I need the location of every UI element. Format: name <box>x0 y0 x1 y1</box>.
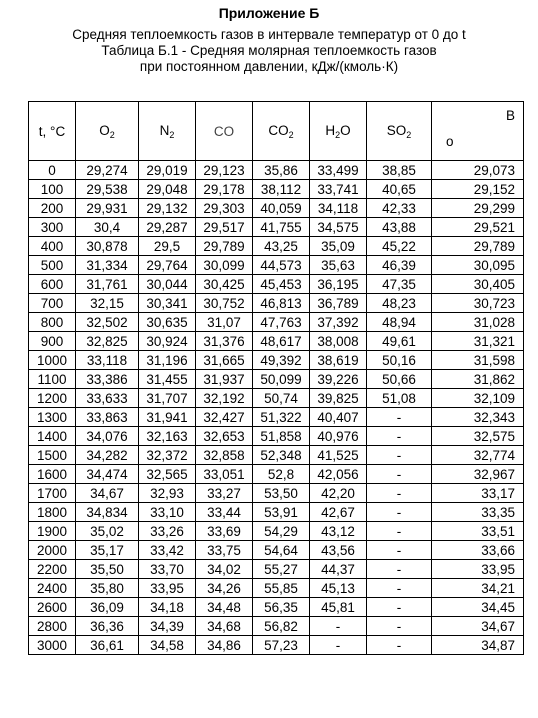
co-cell: 34,86 <box>196 636 253 655</box>
h2o-cell: 42,056 <box>310 465 367 484</box>
co-cell: 33,44 <box>196 503 253 522</box>
temperature-cell: 1100 <box>29 370 76 389</box>
so2-cell: - <box>367 560 432 579</box>
n2-cell: 32,163 <box>139 427 196 446</box>
co2-cell: 45,453 <box>253 275 310 294</box>
h2o-cell: 36,195 <box>310 275 367 294</box>
co2-cell: 54,29 <box>253 522 310 541</box>
so2-cell: 50,66 <box>367 370 432 389</box>
o2-cell: 32,15 <box>76 294 139 313</box>
table-row <box>29 408 524 427</box>
table-header <box>29 102 524 161</box>
table-row <box>29 598 524 617</box>
co2-cell: 43,25 <box>253 237 310 256</box>
o2-cell: 29,538 <box>76 180 139 199</box>
co-cell: 29,123 <box>196 161 253 180</box>
co2-cell: 35,86 <box>253 161 310 180</box>
so2-cell: 43,88 <box>367 218 432 237</box>
temperature-cell: 1300 <box>29 408 76 427</box>
co2-cell: 38,112 <box>253 180 310 199</box>
co-cell: 31,376 <box>196 332 253 351</box>
o2-cell: 35,50 <box>76 560 139 579</box>
table-row <box>29 313 524 332</box>
o2-cell: 33,633 <box>76 389 139 408</box>
header-row <box>29 102 524 161</box>
table-row <box>29 351 524 370</box>
air-cell: 32,575 <box>432 427 524 446</box>
so2-cell: - <box>367 579 432 598</box>
column-header-co2: $CO_2$ <box>253 102 310 161</box>
air-cell: 30,405 <box>432 275 524 294</box>
column-header-co: CO <box>196 102 253 161</box>
table-row <box>29 541 524 560</box>
h2o-cell: 36,789 <box>310 294 367 313</box>
co-cell: 30,752 <box>196 294 253 313</box>
h2o-cell: 34,118 <box>310 199 367 218</box>
table-row <box>29 560 524 579</box>
so2-cell: 45,22 <box>367 237 432 256</box>
co-cell: 33,69 <box>196 522 253 541</box>
so2-cell: - <box>367 522 432 541</box>
n2-cell: 32,565 <box>139 465 196 484</box>
h2o-cell: 33,741 <box>310 180 367 199</box>
n2-cell: 29,287 <box>139 218 196 237</box>
co2-cell: 40,059 <box>253 199 310 218</box>
n2-cell: 30,044 <box>139 275 196 294</box>
air-cell: 31,598 <box>432 351 524 370</box>
h2o-cell: 33,499 <box>310 161 367 180</box>
table-row <box>29 161 524 180</box>
table-row <box>29 465 524 484</box>
h2o-cell: 38,619 <box>310 351 367 370</box>
co2-cell: 52,348 <box>253 446 310 465</box>
co-cell: 32,653 <box>196 427 253 446</box>
air-cell: 32,774 <box>432 446 524 465</box>
air-cell: 33,66 <box>432 541 524 560</box>
n2-cell: 29,019 <box>139 161 196 180</box>
n2-cell: 33,70 <box>139 560 196 579</box>
h2o-cell: 41,525 <box>310 446 367 465</box>
o2-cell: 35,02 <box>76 522 139 541</box>
co2-cell: 44,573 <box>253 256 310 275</box>
co-cell: 32,192 <box>196 389 253 408</box>
so2-cell: 51,08 <box>367 389 432 408</box>
n2-cell: 30,635 <box>139 313 196 332</box>
n2-cell: 34,39 <box>139 617 196 636</box>
air-cell: 34,87 <box>432 636 524 655</box>
column-header-o2: $O_2$ <box>76 102 139 161</box>
co-cell: 30,099 <box>196 256 253 275</box>
air-cell: 32,967 <box>432 465 524 484</box>
co2-cell: 54,64 <box>253 541 310 560</box>
co2-cell: 46,813 <box>253 294 310 313</box>
so2-cell: 40,65 <box>367 180 432 199</box>
heat-capacity-table <box>28 101 524 655</box>
table-unit: при постоянном давлении, кДж/(кмоль·К) <box>139 59 399 74</box>
o2-cell: 36,09 <box>76 598 139 617</box>
so2-cell: - <box>367 598 432 617</box>
temperature-cell: 2200 <box>29 560 76 579</box>
temperature-cell: 2000 <box>29 541 76 560</box>
h2o-cell: 42,20 <box>310 484 367 503</box>
column-header-air: В о <box>432 102 524 161</box>
co-cell: 29,303 <box>196 199 253 218</box>
table-row <box>29 237 524 256</box>
co2-cell: 56,35 <box>253 598 310 617</box>
temperature-cell: 200 <box>29 199 76 218</box>
co-cell: 32,858 <box>196 446 253 465</box>
co-cell: 31,665 <box>196 351 253 370</box>
so2-cell: - <box>367 617 432 636</box>
co-cell: 29,789 <box>196 237 253 256</box>
co2-cell: 52,8 <box>253 465 310 484</box>
n2-cell: 34,58 <box>139 636 196 655</box>
table-row <box>29 389 524 408</box>
co2-cell: 50,099 <box>253 370 310 389</box>
h2o-cell: 40,407 <box>310 408 367 427</box>
h2o-cell: 45,13 <box>310 579 367 598</box>
temperature-cell: 1500 <box>29 446 76 465</box>
o2-cell: 33,863 <box>76 408 139 427</box>
co-cell: 31,07 <box>196 313 253 332</box>
air-cell: 34,45 <box>432 598 524 617</box>
air-cell: 33,95 <box>432 560 524 579</box>
o2-cell: 34,67 <box>76 484 139 503</box>
o2-cell: 32,502 <box>76 313 139 332</box>
air-cell: 31,321 <box>432 332 524 351</box>
so2-cell: - <box>367 465 432 484</box>
o2-cell: 31,334 <box>76 256 139 275</box>
o2-cell: 31,761 <box>76 275 139 294</box>
table-row <box>29 180 524 199</box>
table-row <box>29 446 524 465</box>
n2-cell: 31,707 <box>139 389 196 408</box>
n2-cell: 31,196 <box>139 351 196 370</box>
column-header-n2: $N_2$ <box>139 102 196 161</box>
h2o-cell: 45,81 <box>310 598 367 617</box>
so2-cell: - <box>367 636 432 655</box>
h2o-cell: 43,56 <box>310 541 367 560</box>
table-row <box>29 275 524 294</box>
n2-cell: 33,26 <box>139 522 196 541</box>
table-caption: Таблица Б.1 - Средняя молярная теплоемкость газов <box>101 43 437 58</box>
temperature-cell: 1000 <box>29 351 76 370</box>
h2o-cell: 40,976 <box>310 427 367 446</box>
air-cell: 31,862 <box>432 370 524 389</box>
co2-cell: 53,50 <box>253 484 310 503</box>
co-cell: 33,27 <box>196 484 253 503</box>
document-subtitle: Средняя теплоемкость газов в интервале температур от 0 до t <box>72 27 466 42</box>
o2-cell: 30,878 <box>76 237 139 256</box>
co2-cell: 51,322 <box>253 408 310 427</box>
h2o-cell: 39,226 <box>310 370 367 389</box>
co2-cell: 53,91 <box>253 503 310 522</box>
temperature-cell: 700 <box>29 294 76 313</box>
co2-cell: 55,27 <box>253 560 310 579</box>
temperature-cell: 1900 <box>29 522 76 541</box>
temperature-cell: 2600 <box>29 598 76 617</box>
table-row <box>29 427 524 446</box>
air-cell: 29,073 <box>432 161 524 180</box>
o2-cell: 34,474 <box>76 465 139 484</box>
h2o-cell: 39,825 <box>310 389 367 408</box>
temperature-cell: 900 <box>29 332 76 351</box>
h2o-cell: 38,008 <box>310 332 367 351</box>
column-header-h2o: $H_2O$ <box>310 102 367 161</box>
co2-cell: 57,23 <box>253 636 310 655</box>
so2-cell: - <box>367 484 432 503</box>
so2-cell: - <box>367 446 432 465</box>
o2-cell: 35,17 <box>76 541 139 560</box>
temperature-cell: 2400 <box>29 579 76 598</box>
o2-cell: 36,36 <box>76 617 139 636</box>
h2o-cell: 35,09 <box>310 237 367 256</box>
table-row <box>29 332 524 351</box>
table-row <box>29 218 524 237</box>
n2-cell: 30,924 <box>139 332 196 351</box>
co-cell: 34,68 <box>196 617 253 636</box>
air-cell: 29,521 <box>432 218 524 237</box>
so2-cell: - <box>367 408 432 427</box>
air-cell: 29,789 <box>432 237 524 256</box>
n2-cell: 31,455 <box>139 370 196 389</box>
so2-cell: 42,33 <box>367 199 432 218</box>
n2-cell: 32,372 <box>139 446 196 465</box>
co-cell: 32,427 <box>196 408 253 427</box>
so2-cell: 50,16 <box>367 351 432 370</box>
o2-cell: 29,931 <box>76 199 139 218</box>
air-cell: 31,028 <box>432 313 524 332</box>
table-row <box>29 484 524 503</box>
table-row <box>29 503 524 522</box>
h2o-cell: 34,575 <box>310 218 367 237</box>
temperature-cell: 1200 <box>29 389 76 408</box>
table-row <box>29 256 524 275</box>
n2-cell: 29,048 <box>139 180 196 199</box>
n2-cell: 33,10 <box>139 503 196 522</box>
air-cell: 29,299 <box>432 199 524 218</box>
n2-cell: 34,18 <box>139 598 196 617</box>
so2-cell: 46,39 <box>367 256 432 275</box>
h2o-cell: - <box>310 617 367 636</box>
co-cell: 33,75 <box>196 541 253 560</box>
temperature-cell: 0 <box>29 161 76 180</box>
o2-cell: 35,80 <box>76 579 139 598</box>
so2-cell: 48,23 <box>367 294 432 313</box>
n2-cell: 29,5 <box>139 237 196 256</box>
air-cell: 30,095 <box>432 256 524 275</box>
table-body <box>29 161 524 655</box>
o2-cell: 36,61 <box>76 636 139 655</box>
co2-cell: 55,85 <box>253 579 310 598</box>
so2-cell: 49,61 <box>367 332 432 351</box>
n2-cell: 32,93 <box>139 484 196 503</box>
co-cell: 29,178 <box>196 180 253 199</box>
temperature-cell: 400 <box>29 237 76 256</box>
n2-cell: 31,941 <box>139 408 196 427</box>
co2-cell: 50,74 <box>253 389 310 408</box>
n2-cell: 33,95 <box>139 579 196 598</box>
table-row <box>29 294 524 313</box>
o2-cell: 33,118 <box>76 351 139 370</box>
column-header-temperature: t, °C <box>29 102 76 161</box>
temperature-cell: 1600 <box>29 465 76 484</box>
air-cell: 29,152 <box>432 180 524 199</box>
air-cell: 33,51 <box>432 522 524 541</box>
co-cell: 34,48 <box>196 598 253 617</box>
temperature-cell: 1700 <box>29 484 76 503</box>
air-cell: 30,723 <box>432 294 524 313</box>
o2-cell: 33,386 <box>76 370 139 389</box>
co2-cell: 51,858 <box>253 427 310 446</box>
temperature-cell: 1800 <box>29 503 76 522</box>
temperature-cell: 300 <box>29 218 76 237</box>
co-cell: 29,517 <box>196 218 253 237</box>
column-header-so2: $SO_2$ <box>367 102 432 161</box>
n2-cell: 33,42 <box>139 541 196 560</box>
so2-cell: - <box>367 427 432 446</box>
air-cell: 33,17 <box>432 484 524 503</box>
h2o-cell: 35,63 <box>310 256 367 275</box>
co2-cell: 48,617 <box>253 332 310 351</box>
co-cell: 33,051 <box>196 465 253 484</box>
h2o-cell: 42,67 <box>310 503 367 522</box>
air-cell: 33,35 <box>432 503 524 522</box>
h2o-cell: 44,37 <box>310 560 367 579</box>
co-cell: 34,26 <box>196 579 253 598</box>
co-cell: 30,425 <box>196 275 253 294</box>
o2-cell: 34,076 <box>76 427 139 446</box>
table-row <box>29 522 524 541</box>
n2-cell: 30,341 <box>139 294 196 313</box>
appendix-title: Приложение Б <box>218 5 320 21</box>
co-cell: 31,937 <box>196 370 253 389</box>
o2-cell: 29,274 <box>76 161 139 180</box>
table-row <box>29 199 524 218</box>
co-cell: 34,02 <box>196 560 253 579</box>
table-row <box>29 636 524 655</box>
air-cell: 32,109 <box>432 389 524 408</box>
n2-cell: 29,132 <box>139 199 196 218</box>
so2-cell: 47,35 <box>367 275 432 294</box>
temperature-cell: 600 <box>29 275 76 294</box>
co2-cell: 56,82 <box>253 617 310 636</box>
h2o-cell: 37,392 <box>310 313 367 332</box>
table-row <box>29 370 524 389</box>
co2-cell: 47,763 <box>253 313 310 332</box>
so2-cell: 38,85 <box>367 161 432 180</box>
temperature-cell: 1400 <box>29 427 76 446</box>
so2-cell: - <box>367 503 432 522</box>
o2-cell: 30,4 <box>76 218 139 237</box>
co2-cell: 49,392 <box>253 351 310 370</box>
n2-cell: 29,764 <box>139 256 196 275</box>
temperature-cell: 100 <box>29 180 76 199</box>
temperature-cell: 500 <box>29 256 76 275</box>
o2-cell: 34,834 <box>76 503 139 522</box>
air-cell: 34,21 <box>432 579 524 598</box>
temperature-cell: 800 <box>29 313 76 332</box>
o2-cell: 34,282 <box>76 446 139 465</box>
h2o-cell: 43,12 <box>310 522 367 541</box>
so2-cell: - <box>367 541 432 560</box>
h2o-cell: - <box>310 636 367 655</box>
temperature-cell: 2800 <box>29 617 76 636</box>
table-row <box>29 579 524 598</box>
air-cell: 34,67 <box>432 617 524 636</box>
co2-cell: 41,755 <box>253 218 310 237</box>
air-cell: 32,343 <box>432 408 524 427</box>
o2-cell: 32,825 <box>76 332 139 351</box>
temperature-cell: 3000 <box>29 636 76 655</box>
table-row <box>29 617 524 636</box>
so2-cell: 48,94 <box>367 313 432 332</box>
